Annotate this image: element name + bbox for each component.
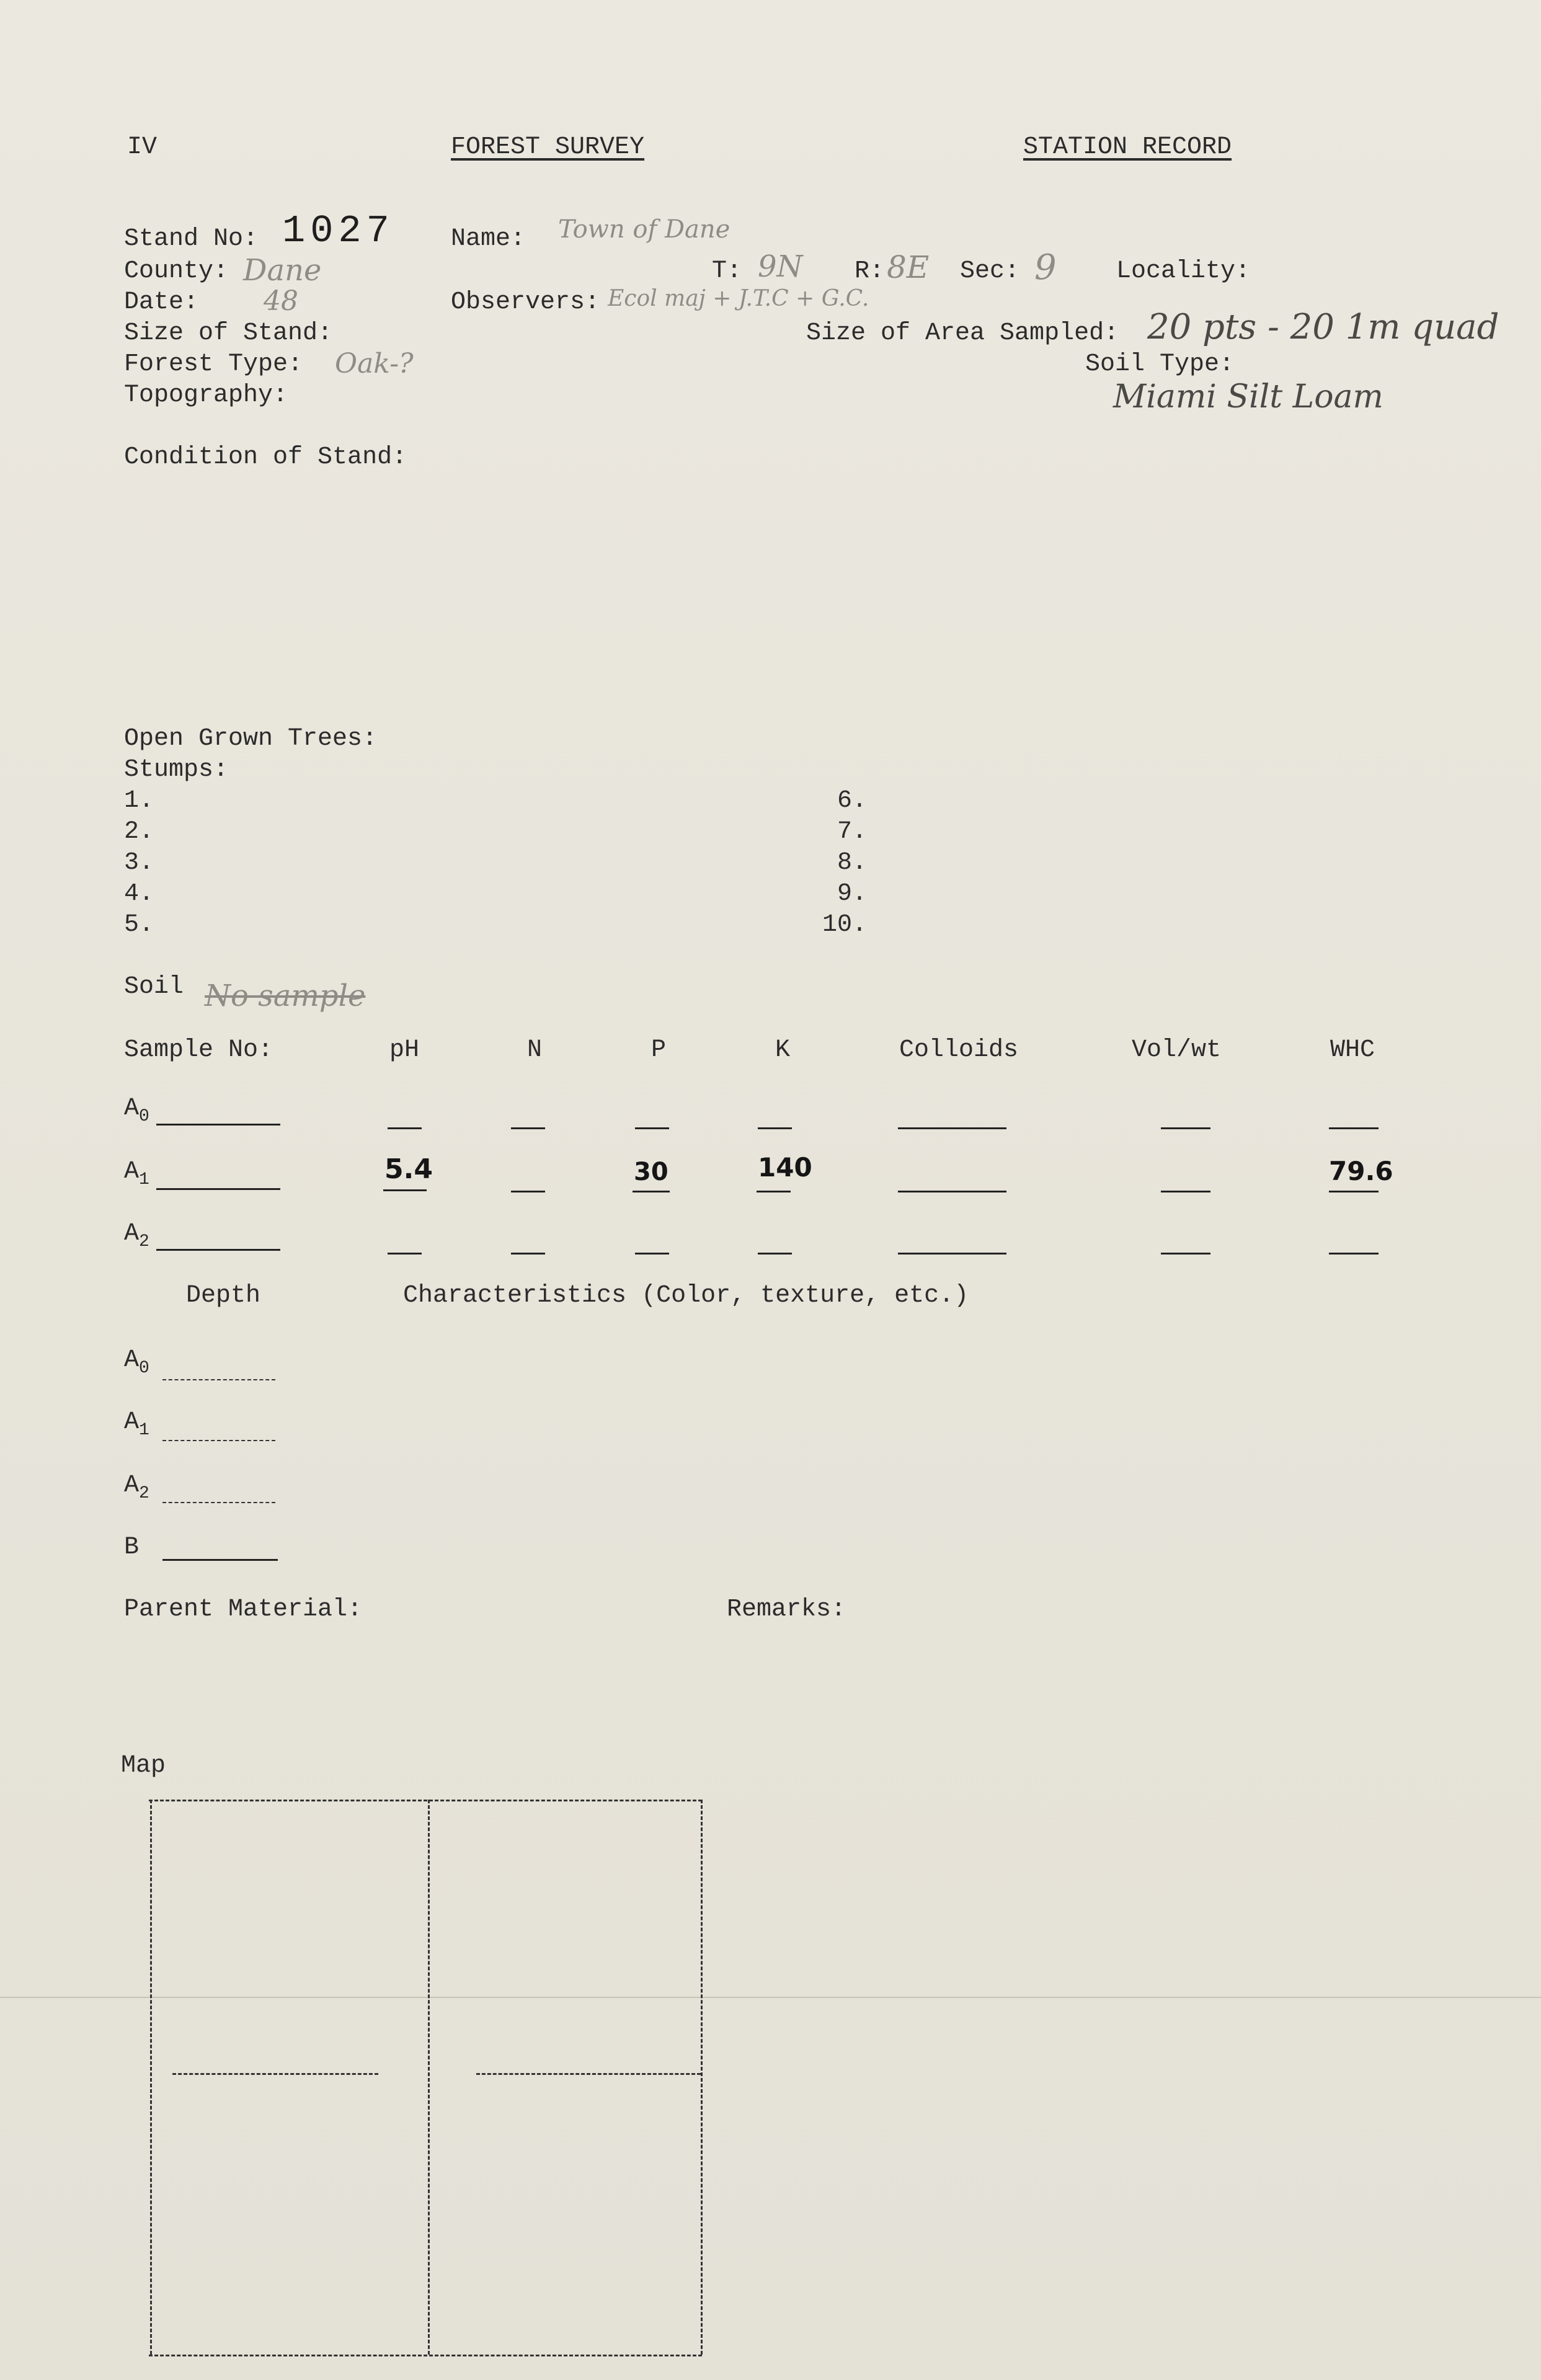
col-p: P — [651, 1036, 667, 1064]
k-blank — [758, 1127, 792, 1129]
depth-horizon: $A_1$ — [124, 1408, 149, 1440]
observers-label: Observers: — [451, 288, 600, 316]
volwt-blank — [1161, 1191, 1210, 1192]
name-label: Name: — [451, 225, 526, 253]
col-volwt: Vol/wt — [1132, 1036, 1222, 1064]
paper-fold — [0, 1997, 1541, 1998]
p-underline — [633, 1191, 670, 1192]
depth-horizon: $A_0$ — [124, 1346, 149, 1378]
soil-type-label: Soil Type: — [1085, 350, 1235, 378]
sec-value: 9 — [1034, 247, 1057, 288]
map-divider-horizontal-left — [172, 2073, 378, 2075]
n-blank — [511, 1253, 545, 1254]
col-sample-no: Sample No: — [124, 1036, 273, 1064]
k-blank — [758, 1253, 792, 1254]
r-label: R: — [855, 257, 885, 285]
condition-label: Condition of Stand: — [124, 443, 407, 471]
parent-material-label: Parent Material: — [124, 1596, 363, 1623]
size-area-label: Size of Area Sampled: — [806, 319, 1119, 347]
stumps-label: Stumps: — [124, 756, 229, 784]
ph-blank — [388, 1253, 422, 1254]
whc-blank — [1329, 1127, 1379, 1129]
sample-line — [156, 1124, 280, 1126]
sample-line — [156, 1249, 280, 1251]
whc-blank — [1329, 1253, 1379, 1254]
p-blank — [635, 1127, 669, 1129]
map-divider-horizontal-right — [476, 2073, 701, 2075]
stand-no-label: Stand No: — [124, 225, 259, 253]
k-value: 140 — [758, 1152, 812, 1183]
depth-label: Depth — [186, 1282, 261, 1310]
r-value: 8E — [887, 249, 930, 285]
stump-number: 4. — [124, 880, 154, 908]
colloids-blank — [898, 1127, 1006, 1129]
record-type: STATION RECORD — [1023, 133, 1232, 161]
ph-blank — [388, 1127, 422, 1129]
ph-value: 5.4 — [384, 1153, 433, 1185]
whc-underline — [1329, 1191, 1379, 1192]
horizon-label: $A_2$ — [124, 1220, 149, 1251]
sample-line — [156, 1188, 280, 1190]
col-ph: pH — [389, 1036, 420, 1064]
date-value: 48 — [264, 285, 298, 317]
open-grown-label: Open Grown Trees: — [124, 725, 378, 753]
forest-type-label: Forest Type: — [124, 350, 303, 378]
stump-number: 7. — [837, 818, 868, 846]
stump-number: 10. — [822, 911, 868, 939]
observers-value: Ecol maj + J.T.C + G.C. — [608, 286, 869, 311]
col-whc: WHC — [1330, 1036, 1375, 1064]
map-border-bottom — [149, 2355, 702, 2356]
size-of-stand-label: Size of Stand: — [124, 319, 333, 347]
depth-line — [162, 1440, 275, 1441]
map-border-top — [149, 1800, 702, 1801]
topography-label: Topography: — [124, 381, 288, 409]
date-label: Date: — [124, 288, 199, 316]
horizon-label: $A_0$ — [124, 1095, 149, 1126]
name-value: Town of Dane — [558, 215, 731, 244]
volwt-blank — [1161, 1253, 1210, 1254]
t-label: T: — [712, 257, 742, 285]
section-number: IV — [127, 133, 158, 161]
map-label: Map — [121, 1752, 166, 1780]
depth-line — [162, 1559, 278, 1561]
n-blank — [511, 1127, 545, 1129]
map-border-left — [150, 1800, 152, 2355]
sec-label: Sec: — [960, 257, 1020, 285]
depth-line — [162, 1379, 275, 1380]
depth-line — [162, 1502, 275, 1503]
map-border-right — [701, 1800, 703, 2355]
colloids-blank — [898, 1191, 1006, 1192]
col-n: N — [527, 1036, 543, 1064]
p-blank — [635, 1253, 669, 1254]
characteristics-label: Characteristics (Color, texture, etc.) — [403, 1282, 969, 1310]
ph-underline — [383, 1189, 427, 1191]
depth-horizon: $A_2$ — [124, 1472, 149, 1503]
forest-type-value: Oak-? — [335, 348, 414, 380]
soil-label: Soil — [124, 973, 184, 1001]
soil-type-value: Miami Silt Loam — [1113, 378, 1383, 415]
county-value: Dane — [243, 253, 322, 288]
colloids-blank — [898, 1253, 1006, 1254]
n-blank — [511, 1191, 545, 1192]
t-value: 9N — [758, 249, 803, 284]
locality-label: Locality: — [1116, 257, 1251, 285]
stump-number: 5. — [124, 911, 154, 939]
form-title: FOREST SURVEY — [451, 133, 645, 161]
stump-number: 9. — [837, 880, 868, 908]
horizon-label: $A_1$ — [124, 1158, 149, 1189]
depth-horizon: B — [124, 1534, 140, 1561]
remarks-label: Remarks: — [727, 1596, 846, 1623]
p-value: 30 — [634, 1158, 668, 1186]
stump-number: 8. — [837, 849, 868, 877]
stump-number: 3. — [124, 849, 154, 877]
county-label: County: — [124, 257, 229, 285]
stand-no-value: 1027 — [282, 209, 394, 253]
whc-value: 79.6 — [1329, 1156, 1393, 1186]
k-underline — [757, 1191, 791, 1192]
map-divider-vertical — [428, 1800, 430, 2355]
soil-note: No sample — [205, 979, 366, 1013]
stump-number: 6. — [837, 787, 868, 815]
volwt-blank — [1161, 1127, 1210, 1129]
stump-number: 2. — [124, 818, 154, 846]
stump-number: 1. — [124, 787, 154, 815]
col-k: K — [775, 1036, 791, 1064]
size-area-value: 20 pts - 20 1m quad — [1147, 307, 1499, 347]
col-colloids: Colloids — [899, 1036, 1019, 1064]
